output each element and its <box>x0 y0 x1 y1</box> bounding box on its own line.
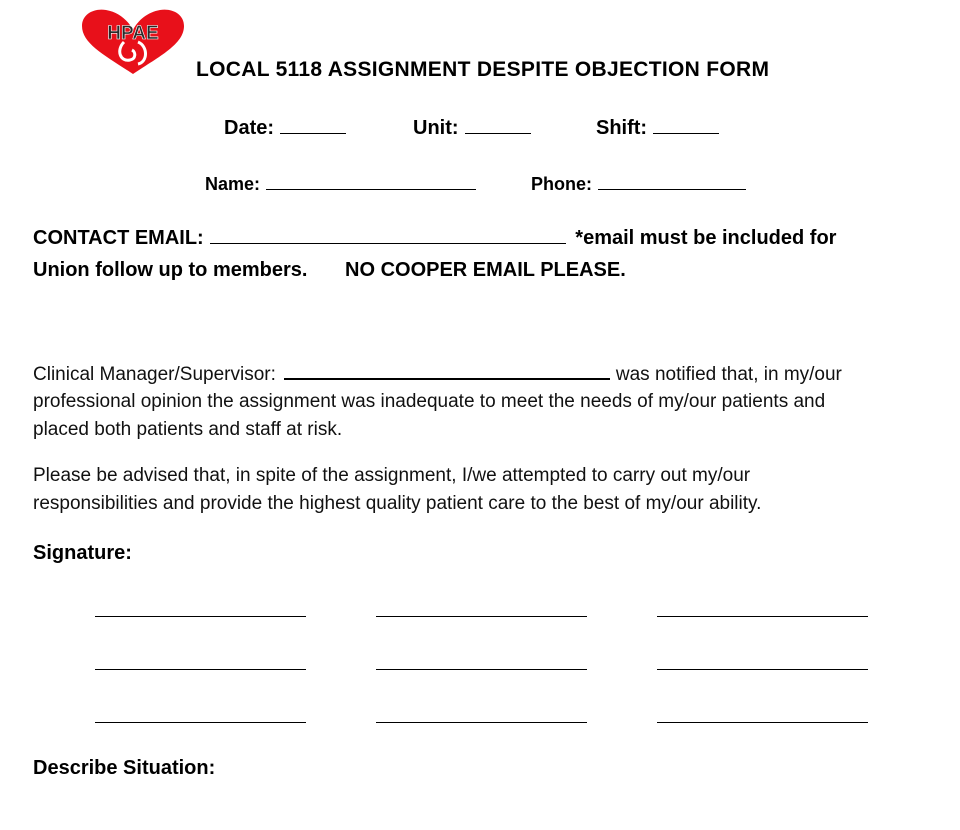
para2-line2: responsibilities and provide the highest quality patient care to the best of my/our ability. <box>33 493 762 514</box>
name-blank[interactable] <box>266 173 476 190</box>
logo-text: HPAE <box>107 23 159 44</box>
unit-field[interactable] <box>413 115 531 140</box>
shift-blank[interactable] <box>653 115 719 134</box>
email-note-line2 <box>33 259 626 282</box>
union-followup-note: Union follow up to members. <box>33 259 308 281</box>
signature-line[interactable] <box>376 616 587 617</box>
unit-label: Unit: <box>413 117 459 139</box>
supervisor-label: Clinical Manager/Supervisor: <box>33 364 276 385</box>
para2-line1: Please be advised that, in spite of the assignment, I/we attempted to carry out my/our <box>33 465 751 486</box>
signature-line[interactable] <box>657 616 868 617</box>
date-label: Date: <box>224 117 275 139</box>
phone-field[interactable] <box>531 173 746 195</box>
signature-line[interactable] <box>95 722 306 723</box>
signature-label: Signature: <box>33 542 132 564</box>
para1-line3: placed both patients and staff at risk. <box>33 419 343 440</box>
contact-email-label: CONTACT EMAIL: <box>33 227 204 249</box>
supervisor-tail: was notified that, in my/our <box>615 364 842 385</box>
hpae-logo <box>76 6 190 76</box>
supervisor-blank[interactable] <box>284 360 610 380</box>
no-cooper-note: NO COOPER EMAIL PLEASE. <box>345 259 626 281</box>
para1-line2: professional opinion the assignment was inadequate to meet the needs of my/our patients and <box>33 391 826 412</box>
form-title: LOCAL 5118 ASSIGNMENT DESPITE OBJECTION FORM <box>196 58 770 81</box>
shift-label: Shift: <box>596 117 648 139</box>
signature-line[interactable] <box>376 722 587 723</box>
signature-line[interactable] <box>95 616 306 617</box>
signature-line[interactable] <box>376 669 587 670</box>
shift-field[interactable] <box>596 115 719 140</box>
signature-line[interactable] <box>657 669 868 670</box>
heart-logo-icon <box>76 6 190 76</box>
date-field[interactable] <box>224 115 346 140</box>
contact-email-blank[interactable] <box>210 225 566 244</box>
date-blank[interactable] <box>280 115 346 134</box>
unit-blank[interactable] <box>465 115 531 134</box>
signature-line[interactable] <box>95 669 306 670</box>
phone-blank[interactable] <box>598 173 746 190</box>
describe-situation-label: Describe Situation: <box>33 757 216 779</box>
name-label: Name: <box>205 174 261 194</box>
phone-label: Phone: <box>531 174 592 194</box>
signature-line[interactable] <box>657 722 868 723</box>
email-note: *email must be included for <box>575 227 837 249</box>
name-field[interactable] <box>205 173 476 195</box>
contact-email-field[interactable] <box>33 225 836 250</box>
supervisor-line <box>33 360 842 389</box>
